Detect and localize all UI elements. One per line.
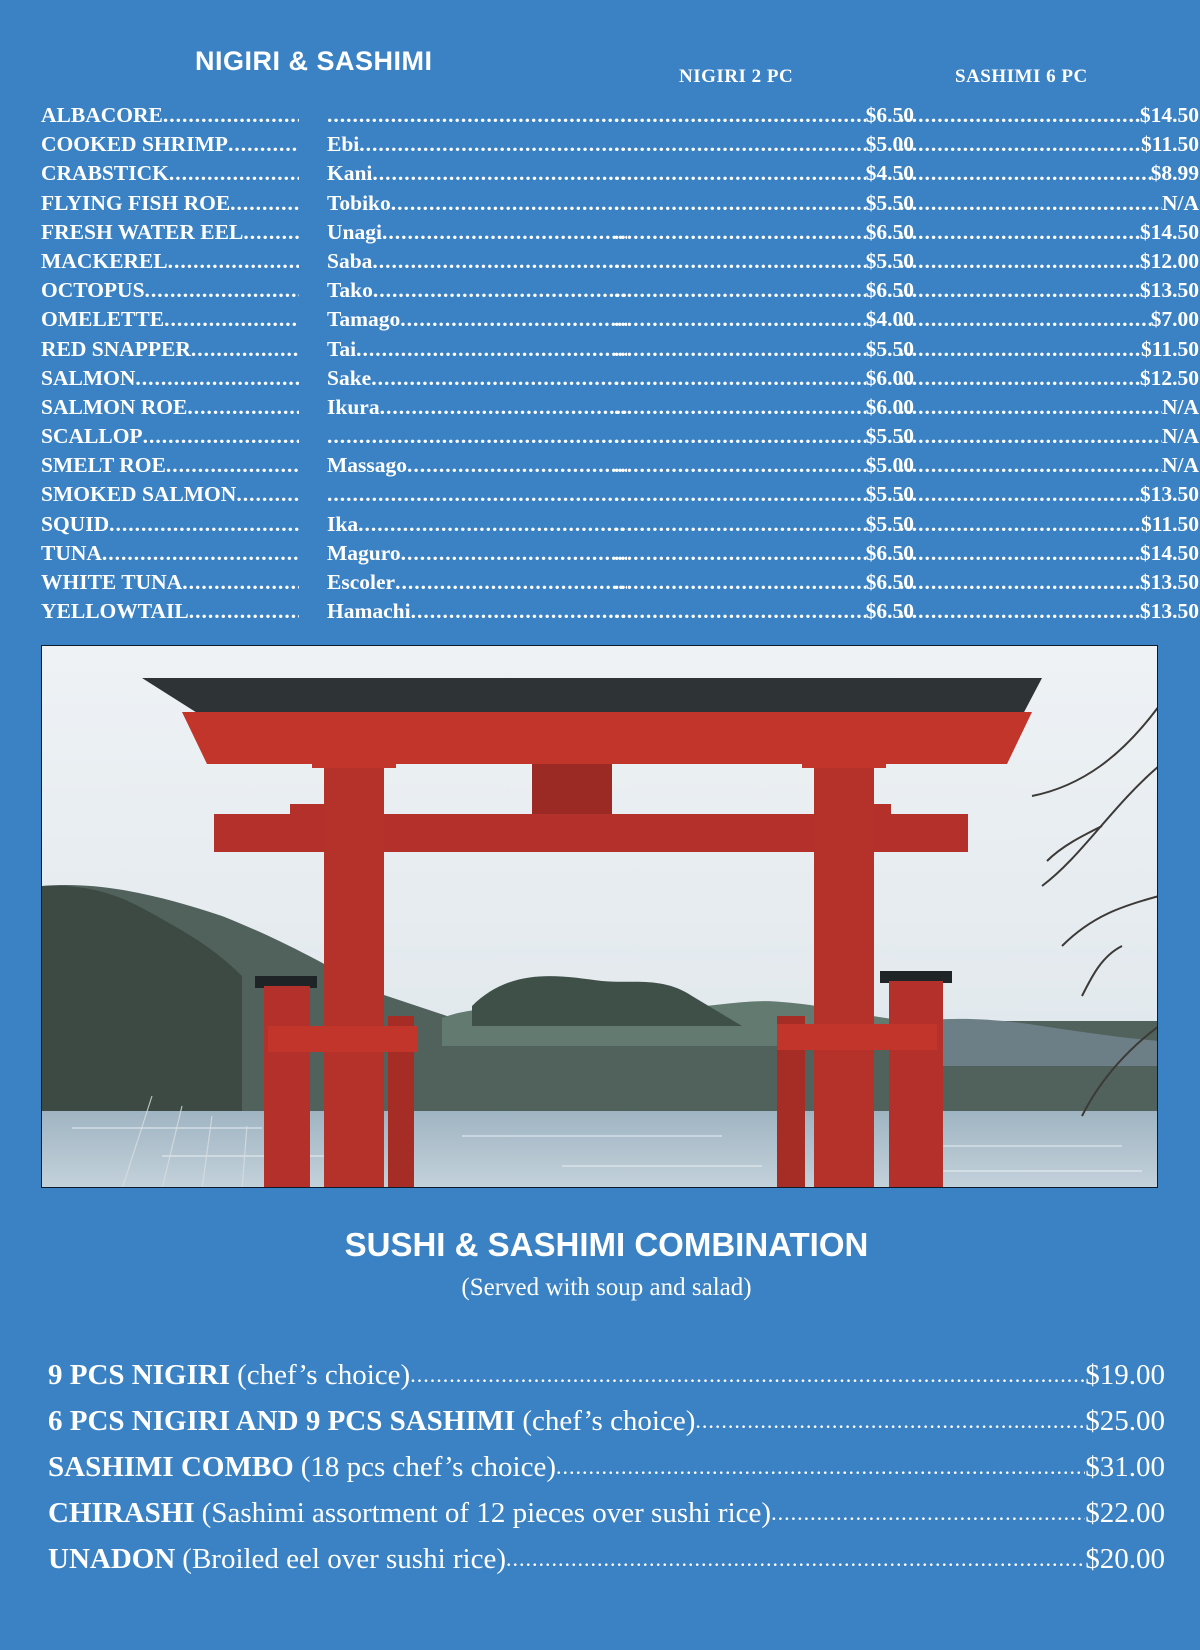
leader-dots <box>407 451 627 480</box>
leader-dots <box>166 451 299 480</box>
menu-row <box>41 189 1199 218</box>
item-japanese-name: Tako <box>327 278 373 303</box>
menu-row <box>41 597 1199 626</box>
leader-dots <box>899 159 1151 188</box>
menu-row <box>41 101 1199 130</box>
sashimi-price: $13.50 <box>1139 278 1199 303</box>
sashimi-price: $8.99 <box>1150 161 1199 186</box>
menu-row <box>41 510 1199 539</box>
item-japanese-name: Ebi <box>327 132 360 157</box>
leader-dots <box>614 451 866 480</box>
nigiri-price: $6.00 <box>865 394 914 419</box>
item-name-cell <box>41 335 299 364</box>
item-japanese-cell <box>327 335 627 364</box>
item-name-cell <box>41 597 299 626</box>
leader-dots <box>356 335 627 364</box>
nigiri-price: $5.00 <box>865 132 914 157</box>
item-name: SALMON ROE <box>41 394 188 419</box>
item-name: SCALLOP <box>41 424 143 449</box>
item-japanese-cell <box>327 276 627 305</box>
sashimi-price-cell <box>899 189 1199 218</box>
sashimi-price: $11.50 <box>1141 336 1199 361</box>
menu-row <box>41 364 1199 393</box>
item-japanese-cell <box>327 393 627 422</box>
torii-illustration <box>42 646 1158 1188</box>
item-name: OCTOPUS <box>41 278 145 303</box>
section-title: NIGIRI & SASHIMI <box>195 46 433 76</box>
combo-item-name: SASHIMI COMBO <box>48 1451 294 1483</box>
leader-dots <box>411 597 627 626</box>
nigiri-price: $6.50 <box>865 599 914 624</box>
combo-item <box>48 1398 1165 1444</box>
item-japanese-cell <box>327 510 627 539</box>
item-japanese-cell <box>327 480 627 509</box>
leader-dots <box>899 451 1162 480</box>
sashimi-price-cell <box>899 130 1199 159</box>
item-japanese-cell <box>327 539 627 568</box>
sashimi-price: $11.50 <box>1141 132 1199 157</box>
leader-dots <box>899 568 1140 597</box>
sashimi-price: $13.50 <box>1139 482 1199 507</box>
leader-dots <box>135 364 299 393</box>
combo-item-name: UNADON <box>48 1543 176 1575</box>
sashimi-price: N/A <box>1161 424 1199 449</box>
nigiri-price-cell <box>614 597 914 626</box>
sashimi-price-cell <box>899 568 1199 597</box>
nigiri-price: $6.50 <box>865 278 914 303</box>
item-name: MACKEREL <box>41 248 168 273</box>
menu-row <box>41 451 1199 480</box>
item-name-cell <box>41 101 299 130</box>
nigiri-price: $6.50 <box>865 219 914 244</box>
leader-dots <box>191 335 299 364</box>
sashimi-price-cell <box>899 539 1199 568</box>
leader-dots <box>614 510 866 539</box>
sashimi-price-cell <box>899 247 1199 276</box>
leader-dots <box>400 305 627 334</box>
nigiri-price: $5.00 <box>865 453 914 478</box>
leader-dots <box>614 101 866 130</box>
leader-dots <box>373 276 627 305</box>
leader-dots <box>899 393 1162 422</box>
sashimi-price-cell <box>899 335 1199 364</box>
leader-dots <box>230 189 299 218</box>
leader-dots <box>614 568 866 597</box>
nigiri-price-cell <box>614 422 914 451</box>
sashimi-price: $13.50 <box>1139 599 1199 624</box>
sashimi-price-cell <box>899 480 1199 509</box>
item-name-cell <box>41 393 299 422</box>
leader-dots <box>169 159 299 188</box>
item-japanese-name: Escoler <box>327 570 396 594</box>
leader-dots <box>395 568 627 597</box>
leader-dots <box>614 422 866 451</box>
leader-dots <box>228 130 299 159</box>
item-name: COOKED SHRIMP <box>41 132 228 157</box>
item-japanese-name: Tai <box>327 336 357 361</box>
sashimi-price-cell <box>899 422 1199 451</box>
menu-row <box>41 305 1199 334</box>
sashimi-price-cell <box>899 597 1199 626</box>
leader-dots <box>358 510 627 539</box>
nigiri-price-cell <box>614 335 914 364</box>
sashimi-price-cell <box>899 305 1199 334</box>
leader-dots <box>236 480 299 509</box>
item-name: RED SNAPPER <box>41 336 191 361</box>
leader-dots <box>372 159 627 188</box>
sashimi-price-cell <box>899 218 1199 247</box>
leader-dots <box>614 335 866 364</box>
leader-dots <box>899 510 1141 539</box>
nigiri-price-cell <box>614 393 914 422</box>
nigiri-price-cell <box>614 480 914 509</box>
menu-row <box>41 130 1199 159</box>
item-name-cell <box>41 510 299 539</box>
sashimi-price: N/A <box>1161 394 1199 419</box>
sashimi-price-cell <box>899 364 1199 393</box>
leader-dots <box>899 276 1140 305</box>
item-japanese-name: Saba <box>327 248 373 273</box>
combo-item <box>48 1536 1165 1582</box>
leader-dots <box>614 159 866 188</box>
leader-dots <box>327 101 627 130</box>
sashimi-price: $14.50 <box>1139 540 1199 565</box>
sashimi-price: $12.50 <box>1139 365 1199 390</box>
item-name-cell <box>41 305 299 334</box>
combo-item-note: (chef’s choice) <box>522 1405 696 1437</box>
leader-dots <box>695 1398 1085 1444</box>
nigiri-price: $4.00 <box>865 307 914 332</box>
combo-item-name: CHIRASHI <box>48 1497 195 1529</box>
item-name-cell <box>41 451 299 480</box>
leader-dots <box>899 480 1140 509</box>
item-name-cell <box>41 276 299 305</box>
item-name: ALBACORE <box>41 103 163 127</box>
leader-dots <box>243 218 299 247</box>
item-japanese-name: Tamago <box>327 307 401 332</box>
item-name-cell <box>41 218 299 247</box>
item-japanese-cell <box>327 189 627 218</box>
item-name-cell <box>41 480 299 509</box>
leader-dots <box>168 247 299 276</box>
sashimi-price-cell <box>899 159 1199 188</box>
sashimi-price-cell <box>899 451 1199 480</box>
item-japanese-cell <box>327 101 627 130</box>
leader-dots <box>359 130 627 159</box>
sashimi-price: $13.50 <box>1139 570 1199 594</box>
leader-dots <box>506 1536 1085 1582</box>
nigiri-price: $5.50 <box>865 482 914 507</box>
item-name: SMELT ROE <box>41 453 166 478</box>
combo-item-name: 9 PCS NIGIRI <box>48 1359 231 1391</box>
leader-dots <box>614 393 866 422</box>
item-name: SALMON <box>41 365 136 390</box>
item-japanese-cell <box>327 130 627 159</box>
nigiri-price: $4.50 <box>865 161 914 186</box>
item-name-cell <box>41 189 299 218</box>
item-japanese-cell <box>327 159 627 188</box>
item-japanese-name: Ikura <box>327 394 380 419</box>
leader-dots <box>614 597 866 626</box>
sashimi-price: $14.50 <box>1139 219 1199 244</box>
nigiri-price-cell <box>614 510 914 539</box>
leader-dots <box>899 335 1141 364</box>
item-japanese-cell <box>327 568 627 597</box>
nigiri-price: $6.50 <box>865 570 914 594</box>
item-name-cell <box>41 130 299 159</box>
sashimi-price: $11.50 <box>1141 511 1199 536</box>
item-japanese-cell <box>327 451 627 480</box>
nigiri-price-cell <box>614 451 914 480</box>
item-name: CRABSTICK <box>41 161 169 186</box>
combo-item-note: (Broiled eel over sushi rice) <box>182 1543 506 1575</box>
combo-item-note: (18 pcs chef’s choice) <box>300 1451 556 1483</box>
leader-dots <box>899 364 1140 393</box>
leader-dots <box>771 1490 1085 1536</box>
item-name-cell <box>41 159 299 188</box>
item-japanese-name: Massago <box>327 453 408 478</box>
leader-dots <box>899 539 1140 568</box>
leader-dots <box>614 189 866 218</box>
leader-dots <box>163 101 299 130</box>
leader-dots <box>899 247 1140 276</box>
nigiri-price: $5.50 <box>865 248 914 273</box>
leader-dots <box>372 247 627 276</box>
nigiri-price: $5.50 <box>865 190 914 215</box>
sashimi-price: $7.00 <box>1150 307 1199 332</box>
item-japanese-cell <box>327 597 627 626</box>
item-name-cell <box>41 568 299 597</box>
leader-dots <box>556 1444 1085 1490</box>
nigiri-price: $6.00 <box>865 365 914 390</box>
menu-row <box>41 276 1199 305</box>
item-japanese-name: Hamachi <box>327 599 411 624</box>
item-japanese-name: Maguro <box>327 540 401 565</box>
sashimi-price-cell <box>899 510 1199 539</box>
sashimi-price-cell <box>899 393 1199 422</box>
leader-dots <box>614 247 866 276</box>
combo-item-price: $31.00 <box>1085 1451 1165 1483</box>
item-name: FRESH WATER EEL <box>41 219 244 244</box>
leader-dots <box>899 597 1140 626</box>
nigiri-price: $5.50 <box>865 511 914 536</box>
leader-dots <box>371 364 627 393</box>
menu-row <box>41 539 1199 568</box>
combo-item-price: $25.00 <box>1085 1405 1165 1437</box>
item-japanese-name: Sake <box>327 365 372 390</box>
menu-row <box>41 480 1199 509</box>
item-name: SQUID <box>41 511 110 536</box>
leader-dots <box>380 393 627 422</box>
leader-dots <box>899 130 1141 159</box>
leader-dots <box>102 539 299 568</box>
item-japanese-name: Ika <box>327 511 359 536</box>
leader-dots <box>614 218 866 247</box>
nigiri-price-cell <box>614 568 914 597</box>
menu-row <box>41 393 1199 422</box>
sashimi-price: $12.00 <box>1139 248 1199 273</box>
item-name: TUNA <box>41 540 102 565</box>
leader-dots <box>382 218 627 247</box>
column-header-sashimi: SASHIMI 6 PC <box>955 66 1088 87</box>
leader-dots <box>899 305 1151 334</box>
combo-item-price: $20.00 <box>1085 1543 1165 1575</box>
leader-dots <box>614 539 866 568</box>
item-japanese-name: Tobiko <box>327 190 391 215</box>
sashimi-price: N/A <box>1161 453 1199 478</box>
nigiri-price-cell <box>614 159 914 188</box>
item-name-cell <box>41 247 299 276</box>
nigiri-price: $6.50 <box>865 540 914 565</box>
nigiri-price-cell <box>614 539 914 568</box>
leader-dots <box>614 130 866 159</box>
leader-dots <box>410 1352 1085 1398</box>
combo-item-price: $19.00 <box>1085 1359 1165 1391</box>
combo-item-price: $22.00 <box>1085 1497 1165 1529</box>
leader-dots <box>899 422 1162 451</box>
leader-dots <box>109 510 299 539</box>
leader-dots <box>143 422 299 451</box>
leader-dots <box>614 276 866 305</box>
item-name-cell <box>41 422 299 451</box>
combo-subtitle: (Served with soup and salad) <box>461 1274 752 1301</box>
menu-row <box>41 247 1199 276</box>
item-japanese-cell <box>327 218 627 247</box>
nigiri-price-cell <box>614 101 914 130</box>
leader-dots <box>899 101 1140 130</box>
sashimi-price: $14.50 <box>1139 103 1199 127</box>
leader-dots <box>164 305 299 334</box>
menu-table <box>41 101 1199 626</box>
menu-row <box>41 335 1199 364</box>
item-japanese-cell <box>327 364 627 393</box>
nigiri-price-cell <box>614 130 914 159</box>
nigiri-price-cell <box>614 364 914 393</box>
sashimi-price-cell <box>899 276 1199 305</box>
item-name: YELLOWTAIL <box>41 599 189 624</box>
nigiri-price-cell <box>614 247 914 276</box>
leader-dots <box>899 189 1162 218</box>
leader-dots <box>614 480 866 509</box>
item-name: OMELETTE <box>41 307 165 332</box>
item-japanese-cell <box>327 305 627 334</box>
leader-dots <box>899 218 1140 247</box>
item-name: WHITE TUNA <box>41 570 183 594</box>
sashimi-price: N/A <box>1161 190 1199 215</box>
sashimi-price-cell <box>899 101 1199 130</box>
item-name-cell <box>41 364 299 393</box>
leader-dots <box>327 422 627 451</box>
item-japanese-cell <box>327 422 627 451</box>
item-japanese-name: Unagi <box>327 219 382 244</box>
menu-row <box>41 568 1199 597</box>
item-japanese-name: Kani <box>327 161 373 186</box>
menu-row <box>41 218 1199 247</box>
column-header-nigiri: NIGIRI 2 PC <box>679 66 794 87</box>
item-name-cell <box>41 539 299 568</box>
leader-dots <box>182 568 299 597</box>
item-japanese-cell <box>327 247 627 276</box>
leader-dots <box>189 597 299 626</box>
item-name: FLYING FISH ROE <box>41 190 231 215</box>
leader-dots <box>145 276 299 305</box>
nigiri-price-cell <box>614 276 914 305</box>
combo-item <box>48 1490 1165 1536</box>
nigiri-price: $5.50 <box>865 336 914 361</box>
combo-item <box>48 1444 1165 1490</box>
menu-row <box>41 422 1199 451</box>
leader-dots <box>401 539 627 568</box>
item-name: SMOKED SALMON <box>41 482 237 507</box>
leader-dots <box>614 364 866 393</box>
nigiri-price-cell <box>614 189 914 218</box>
combo-item-note: (chef’s choice) <box>237 1359 411 1391</box>
combo-item-note: (Sashimi assortment of 12 pieces over sushi rice) <box>201 1497 772 1529</box>
nigiri-price: $6.50 <box>865 103 914 127</box>
menu-row <box>41 159 1199 188</box>
nigiri-price: $5.50 <box>865 424 914 449</box>
torii-gate-photo <box>41 645 1158 1188</box>
leader-dots <box>391 189 627 218</box>
combo-list <box>48 1352 1165 1582</box>
combo-item <box>48 1352 1165 1398</box>
leader-dots <box>614 305 866 334</box>
combo-item-name: 6 PCS NIGIRI AND 9 PCS SASHIMI <box>48 1405 516 1437</box>
combo-title: SUSHI & SASHIMI COMBINATION <box>344 1226 869 1263</box>
leader-dots <box>327 480 627 509</box>
nigiri-price-cell <box>614 218 914 247</box>
leader-dots <box>187 393 299 422</box>
nigiri-price-cell <box>614 305 914 334</box>
